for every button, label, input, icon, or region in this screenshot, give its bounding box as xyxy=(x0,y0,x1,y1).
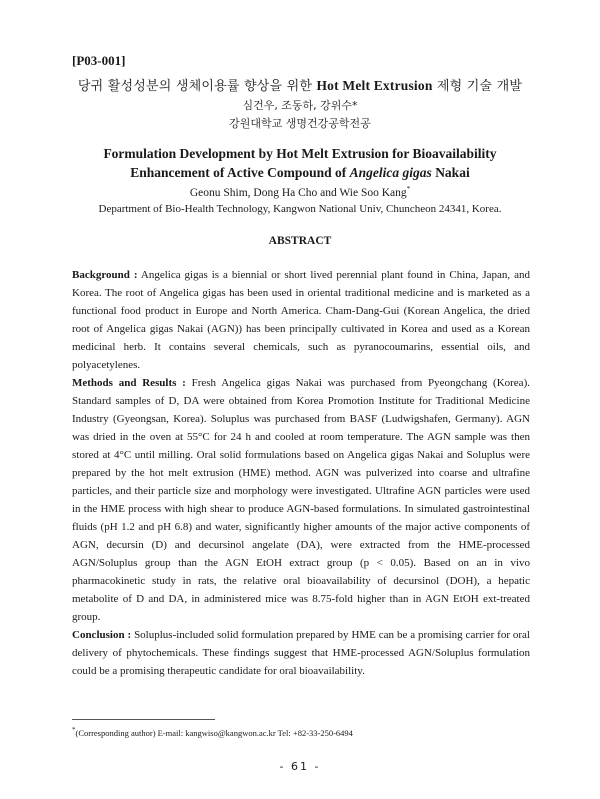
authors-names: Geonu Shim, Dong Ha Cho and Wie Soo Kang xyxy=(189,186,407,199)
korean-title-bold: Hot Melt Extrusion xyxy=(316,78,433,93)
abstract-code: [P03-001] xyxy=(72,53,126,68)
methods-paragraph xyxy=(72,374,530,626)
authors xyxy=(0,185,600,199)
affiliation: Department of Bio-Health Technology, Kangwon National Univ, Chuncheon 24341, Korea. xyxy=(98,203,502,215)
footnote xyxy=(72,726,353,738)
footnote-divider xyxy=(72,719,215,720)
page-number: - 61 - xyxy=(279,760,321,773)
korean-affiliation: 강원대학교 생명건강공학전공 xyxy=(229,117,371,130)
background-paragraph xyxy=(72,266,530,374)
korean-title xyxy=(0,75,600,94)
korean-title-part2: 제형 기술 개발 xyxy=(432,79,523,94)
korean-title-part1: 당귀 활성성분의 생체이용률 향상을 위한 xyxy=(77,79,317,94)
title-line-2-part1: Enhancement of Active Compound of xyxy=(130,165,350,180)
methods-label: Methods and Results : xyxy=(72,377,186,389)
abstract-body xyxy=(72,266,530,680)
abstract-heading: ABSTRACT xyxy=(268,235,332,247)
conclusion-paragraph xyxy=(72,626,530,680)
title-line-2 xyxy=(0,165,600,181)
corresponding-mark: * xyxy=(406,185,411,193)
methods-text: Fresh Angelica gigas Nakai was purchased from Pyeongchang (Korea). Standard samples of D, DA were obtained from Korea Promotion Institute for Traditional Medicine Industry (Gyeongsan, Korea). Soluplus was purchased from BASF (Ludwigshafen, Germany). AGN was dried in the oven at 55°C for 24 h and cooled at room temperature. The AGN sample was then stored at 4°C until milling. Oral solid formulations based on Angelica gigas Nakai and Soluplus were prepared by the hot melt extrusion (HME) method. AGN was pulverized into coarse and ultrafine particles, and their particle size and morphology were investigated. Ultrafine AGN particles were used in the HME process with high shear to produce AGN-based formulations. In simulated gastrointestinal fluids (pH 1.2 and pH 6.8) and water, significantly higher amounts of the major active components of AGN, decursin (D) and decursinol angelate (DA), were extracted from the HME-processed AGN/Soluplus group than the AGN EtOH extract group (p < 0.05). Based on an in vivo pharmacokinetic study in rats, the relative oral bioavailability of decursinol (DOH), a hepatic metabolite of D and DA, in administered mice was 8.75-fold higher than in AGN EtOH ext-treated group. xyxy=(72,377,530,623)
background-label: Background : xyxy=(72,269,138,281)
background-text: Angelica gigas is a biennial or short lived perennial plant found in China, Japan, and Korea. The root of Angelica gigas has been used in oriental traditional medicine and is marketed as a functional food product in Europe and North America. Cham-Dang-Gui (Korean Angelica, the dried root of Angelica gigas Nakai (AGN)) has been principally cultivated in Korea and used as a Korean medicinal herb. It contains several chemicals, such as pyranocoumarins, essential oils, and polyacetylenes. xyxy=(72,269,530,371)
title-line-1: Formulation Development by Hot Melt Extrusion for Bioavailability xyxy=(103,146,497,161)
korean-authors: 심건우, 조동하, 강위수* xyxy=(242,99,358,112)
footnote-text: (Corresponding author) E-mail: kangwiso@kangwon.ac.kr Tel: +82-33-250-6494 xyxy=(75,727,353,738)
conclusion-label: Conclusion : xyxy=(72,629,132,641)
footnote-mark: * xyxy=(72,726,76,734)
conclusion-text: Soluplus-included solid formulation prepared by HME can be a promising carrier for oral delivery of phytochemicals. These findings suggest that HME-processed AGN/Soluplus formulation could be a promising therapeutic candidate for oral bioavailability. xyxy=(72,629,530,677)
title-species-italic: Angelica gigas xyxy=(349,165,432,180)
title-line-2-part2: Nakai xyxy=(431,165,470,180)
